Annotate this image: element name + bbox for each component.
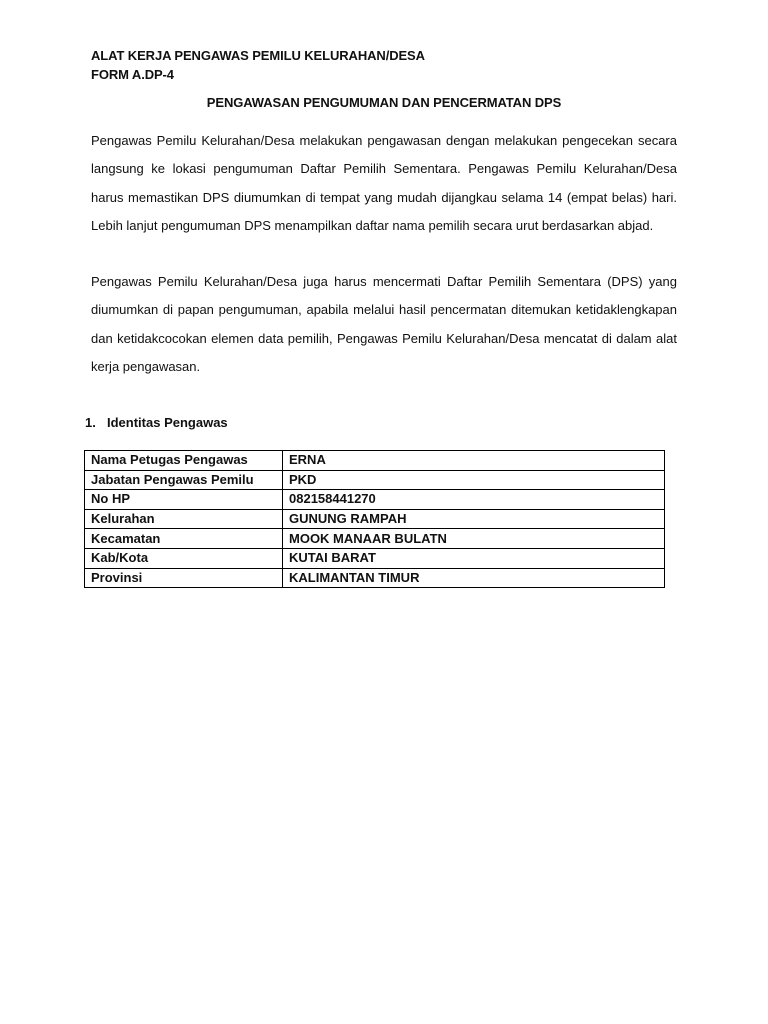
- row-value: KUTAI BARAT: [283, 548, 665, 568]
- header-line-1: ALAT KERJA PENGAWAS PEMILU KELURAHAN/DESA: [91, 48, 425, 63]
- row-value: ERNA: [283, 451, 665, 471]
- identity-table: [84, 450, 665, 588]
- paragraph-1: Pengawas Pemilu Kelurahan/Desa melakukan pengawasan dengan melakukan pengecekan secara langsung ke lokasi pengumuman Daftar Pemilih Sementara. Pengawas Pemilu Kelurahan/Desa harus memastikan DPS diumumkan di tempat yang mudah dijangkau selama 14 (empat belas) hari. Lebih lanjut pengumuman DPS menampilkan daftar nama pemilih secara urut berdasarkan abjad.: [91, 133, 677, 233]
- table-row: [85, 490, 665, 510]
- row-label: Kecamatan: [85, 529, 283, 549]
- row-value: KALIMANTAN TIMUR: [283, 568, 665, 588]
- row-value: PKD: [283, 470, 665, 490]
- row-label: No HP: [85, 490, 283, 510]
- table-row: [85, 529, 665, 549]
- table-row: [85, 451, 665, 471]
- row-label: Kab/Kota: [85, 548, 283, 568]
- row-label: Provinsi: [85, 568, 283, 588]
- section-number: 1.: [85, 415, 96, 430]
- row-label: Jabatan Pengawas Pemilu: [85, 470, 283, 490]
- row-value: GUNUNG RAMPAH: [283, 509, 665, 529]
- table-row: [85, 470, 665, 490]
- row-value: MOOK MANAAR BULATN: [283, 529, 665, 549]
- document-title: PENGAWASAN PENGUMUMAN DAN PENCERMATAN DPS: [206, 95, 562, 110]
- table-row: [85, 568, 665, 588]
- paragraph-2: Pengawas Pemilu Kelurahan/Desa juga harus mencermati Daftar Pemilih Sementara (DPS) yang diumumkan di papan pengumuman, apabila melalui hasil pencermatan ditemukan ketidaklengkapan dan ketidakcocokan elemen data pemilih, Pengawas Pemilu Kelurahan/Desa mencatat di dalam alat kerja pengawasan.: [91, 274, 677, 374]
- table-row: [85, 548, 665, 568]
- section-title: Identitas Pengawas: [107, 415, 228, 430]
- row-label: Nama Petugas Pengawas: [85, 451, 283, 471]
- table-row: [85, 509, 665, 529]
- form-code: FORM A.DP-4: [91, 67, 174, 82]
- row-value: 082158441270: [283, 490, 665, 510]
- row-label: Kelurahan: [85, 509, 283, 529]
- section-heading: [85, 415, 228, 430]
